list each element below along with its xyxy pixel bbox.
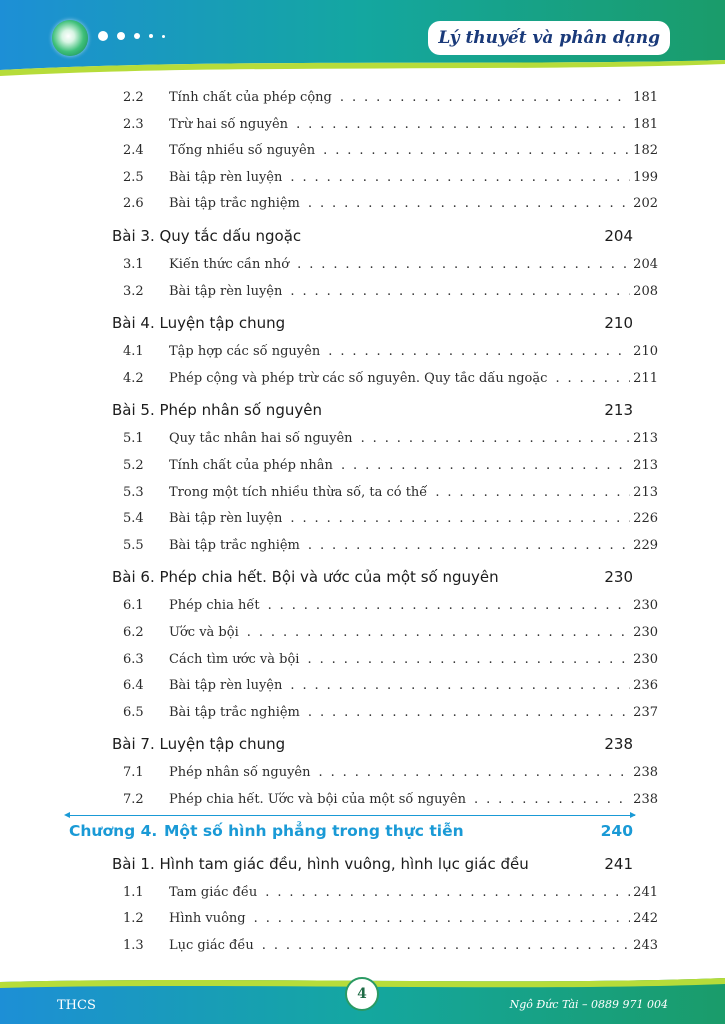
toc-section-row[interactable] bbox=[0, 113, 725, 135]
toc-section-row[interactable] bbox=[0, 481, 725, 503]
section-number: 6.1 bbox=[123, 598, 144, 614]
section-page: 213 bbox=[630, 431, 658, 446]
section-number: 2.3 bbox=[123, 116, 144, 132]
section-page: 204 bbox=[630, 257, 658, 272]
section-page: 181 bbox=[630, 90, 658, 105]
section-page: 230 bbox=[630, 652, 658, 667]
section-page: 182 bbox=[630, 143, 658, 158]
lesson-page: 204 bbox=[604, 227, 633, 245]
toc-section-row[interactable] bbox=[0, 166, 725, 188]
decorative-dots bbox=[98, 31, 165, 41]
toc-lesson-row[interactable] bbox=[0, 730, 725, 760]
chapter-title: Một số hình phẳng trong thực tiễn bbox=[164, 821, 464, 840]
page-header bbox=[0, 0, 725, 78]
lesson-title: Bài 6. Phép chia hết. Bội và ước của một số nguyên bbox=[112, 568, 499, 587]
section-page: 238 bbox=[630, 792, 658, 807]
lesson-title: Bài 3. Quy tắc dấu ngoặc bbox=[112, 227, 302, 245]
toc-lesson-row[interactable] bbox=[0, 309, 725, 339]
chapter-rule bbox=[68, 815, 635, 816]
section-title: Kiến thức cần nhớ . . . bbox=[169, 257, 635, 272]
toc-section-row[interactable] bbox=[0, 534, 725, 556]
section-title: Bài tập trắc nghiệm . . . bbox=[169, 196, 635, 211]
section-title: Trừ hai số nguyên . . . bbox=[169, 117, 635, 132]
section-number: 4.1 bbox=[123, 344, 144, 360]
section-title: Tính chất của phép nhân . . . bbox=[169, 458, 635, 473]
toc-lesson-row[interactable] bbox=[0, 396, 725, 426]
section-page: 230 bbox=[630, 625, 658, 640]
toc-section-row[interactable] bbox=[0, 139, 725, 161]
section-page: 241 bbox=[630, 885, 658, 900]
section-page: 181 bbox=[630, 117, 658, 132]
section-number: 5.2 bbox=[123, 458, 144, 473]
header-title: Lý thuyết và phân dạng bbox=[438, 28, 660, 48]
section-number: 2.4 bbox=[123, 143, 144, 159]
logo-sphere-icon bbox=[52, 20, 88, 56]
lesson-title: Bài 4. Luyện tập chung bbox=[112, 314, 286, 333]
section-page: 226 bbox=[630, 511, 658, 526]
toc-section-row[interactable] bbox=[0, 427, 725, 449]
lesson-title: Bài 1. Hình tam giác đều, hình vuông, hình lục giác đều bbox=[112, 854, 529, 873]
section-page: 210 bbox=[630, 344, 658, 359]
section-page: 243 bbox=[630, 938, 658, 953]
section-number: 3.1 bbox=[123, 257, 144, 272]
toc-section-row[interactable] bbox=[0, 86, 725, 108]
toc-section-row[interactable] bbox=[0, 454, 725, 476]
toc-section-row[interactable] bbox=[0, 788, 725, 810]
toc-section-row[interactable] bbox=[0, 621, 725, 643]
section-title: Bài tập rèn luyện . . . bbox=[169, 678, 635, 693]
lesson-title: Bài 5. Phép nhân số nguyên bbox=[112, 401, 322, 420]
section-number: 1.2 bbox=[123, 911, 144, 927]
toc-lesson-row[interactable] bbox=[0, 222, 725, 252]
section-title: Quy tắc nhân hai số nguyên . . . bbox=[169, 431, 635, 446]
section-title: Phép chia hết. Ước và bội của một số nguyên . . . bbox=[169, 792, 635, 807]
toc-section-row[interactable] bbox=[0, 594, 725, 616]
section-title: Tam giác đều . . . bbox=[169, 885, 635, 900]
section-title: Bài tập trắc nghiệm . . . bbox=[169, 705, 635, 720]
section-title: Phép nhân số nguyên . . . bbox=[169, 765, 635, 780]
section-number: 2.2 bbox=[123, 90, 144, 105]
chapter-label: Chương 4. bbox=[69, 821, 158, 840]
section-number: 4.2 bbox=[123, 370, 144, 386]
section-title: Bài tập trắc nghiệm . . . bbox=[169, 538, 635, 553]
lesson-page: 230 bbox=[604, 568, 633, 587]
section-number: 5.4 bbox=[123, 511, 144, 527]
section-title: Bài tập rèn luyện . . . bbox=[169, 170, 635, 185]
section-number: 6.3 bbox=[123, 651, 144, 667]
section-number: 2.5 bbox=[123, 169, 144, 185]
toc-section-row[interactable] bbox=[0, 253, 725, 275]
section-title: Tập hợp các số nguyên . . . bbox=[169, 344, 635, 359]
toc-lesson-row[interactable] bbox=[0, 850, 725, 880]
section-page: 237 bbox=[630, 705, 658, 720]
section-page: 199 bbox=[630, 170, 658, 185]
lesson-page: 238 bbox=[604, 735, 633, 754]
section-number: 7.2 bbox=[123, 792, 144, 807]
section-number: 2.6 bbox=[123, 196, 144, 212]
toc-section-row[interactable] bbox=[0, 507, 725, 529]
section-number: 5.1 bbox=[123, 431, 144, 447]
section-number: 6.2 bbox=[123, 625, 144, 640]
section-number: 3.2 bbox=[123, 283, 144, 299]
toc-section-row[interactable] bbox=[0, 674, 725, 696]
toc-chapter-row[interactable] bbox=[0, 815, 725, 845]
toc-section-row[interactable] bbox=[0, 340, 725, 362]
section-title: Lục giác đều . . . bbox=[169, 938, 635, 953]
toc-section-row[interactable] bbox=[0, 367, 725, 389]
chapter-rule-start bbox=[64, 812, 70, 818]
section-title: Phép cộng và phép trừ các số nguyên. Quy tắc dấu ngoặc . . . bbox=[169, 371, 635, 386]
toc-section-row[interactable] bbox=[0, 934, 725, 956]
toc-lesson-row[interactable] bbox=[0, 563, 725, 593]
toc-section-row[interactable] bbox=[0, 192, 725, 214]
section-title: Tính chất của phép cộng . . . bbox=[169, 90, 635, 105]
footer-left-label: THCS bbox=[57, 998, 96, 1013]
section-page: 236 bbox=[630, 678, 658, 693]
lesson-title: Bài 7. Luyện tập chung bbox=[112, 735, 286, 754]
section-page: 208 bbox=[630, 284, 658, 299]
lesson-page: 210 bbox=[604, 314, 633, 333]
footer-author: Ngô Đức Tài – 0889 971 004 bbox=[509, 998, 668, 1011]
section-number: 1.3 bbox=[123, 937, 144, 953]
section-title: Cách tìm ước và bội . . . bbox=[169, 652, 635, 667]
toc-section-row[interactable] bbox=[0, 881, 725, 903]
section-page: 213 bbox=[630, 458, 658, 473]
section-title: Ước và bội . . . bbox=[169, 625, 635, 640]
section-number: 5.5 bbox=[123, 537, 144, 553]
section-page: 213 bbox=[630, 485, 658, 500]
section-number: 7.1 bbox=[123, 765, 144, 781]
section-title: Hình vuông . . . bbox=[169, 911, 635, 926]
toc-section-row[interactable] bbox=[0, 907, 725, 929]
section-title: Tổng nhiều số nguyên . . . bbox=[169, 143, 635, 158]
section-title: Phép chia hết . . . bbox=[169, 598, 635, 613]
section-page: 229 bbox=[630, 538, 658, 553]
section-page: 211 bbox=[630, 371, 658, 386]
toc-section-row[interactable] bbox=[0, 280, 725, 302]
toc-section-row[interactable] bbox=[0, 701, 725, 723]
lesson-page: 213 bbox=[604, 401, 633, 420]
section-number: 1.1 bbox=[123, 884, 144, 900]
section-page: 230 bbox=[630, 598, 658, 613]
section-number: 6.5 bbox=[123, 704, 144, 720]
section-page: 238 bbox=[630, 765, 658, 780]
section-title: Bài tập rèn luyện . . . bbox=[169, 284, 635, 299]
chapter-page: 240 bbox=[600, 821, 633, 840]
lesson-page: 241 bbox=[604, 854, 633, 873]
section-number: 6.4 bbox=[123, 678, 144, 694]
section-page: 202 bbox=[630, 196, 658, 211]
section-number: 5.3 bbox=[123, 484, 144, 500]
section-title: Trong một tích nhiều thừa số, ta có thể . . . bbox=[169, 485, 635, 500]
toc-section-row[interactable] bbox=[0, 648, 725, 670]
header-title-box bbox=[428, 21, 670, 55]
section-title: Bài tập rèn luyện . . . bbox=[169, 511, 635, 526]
page-number: 4 bbox=[345, 977, 379, 1011]
toc-section-row[interactable] bbox=[0, 761, 725, 783]
chapter-rule-end bbox=[630, 812, 636, 818]
section-page: 242 bbox=[630, 911, 658, 926]
